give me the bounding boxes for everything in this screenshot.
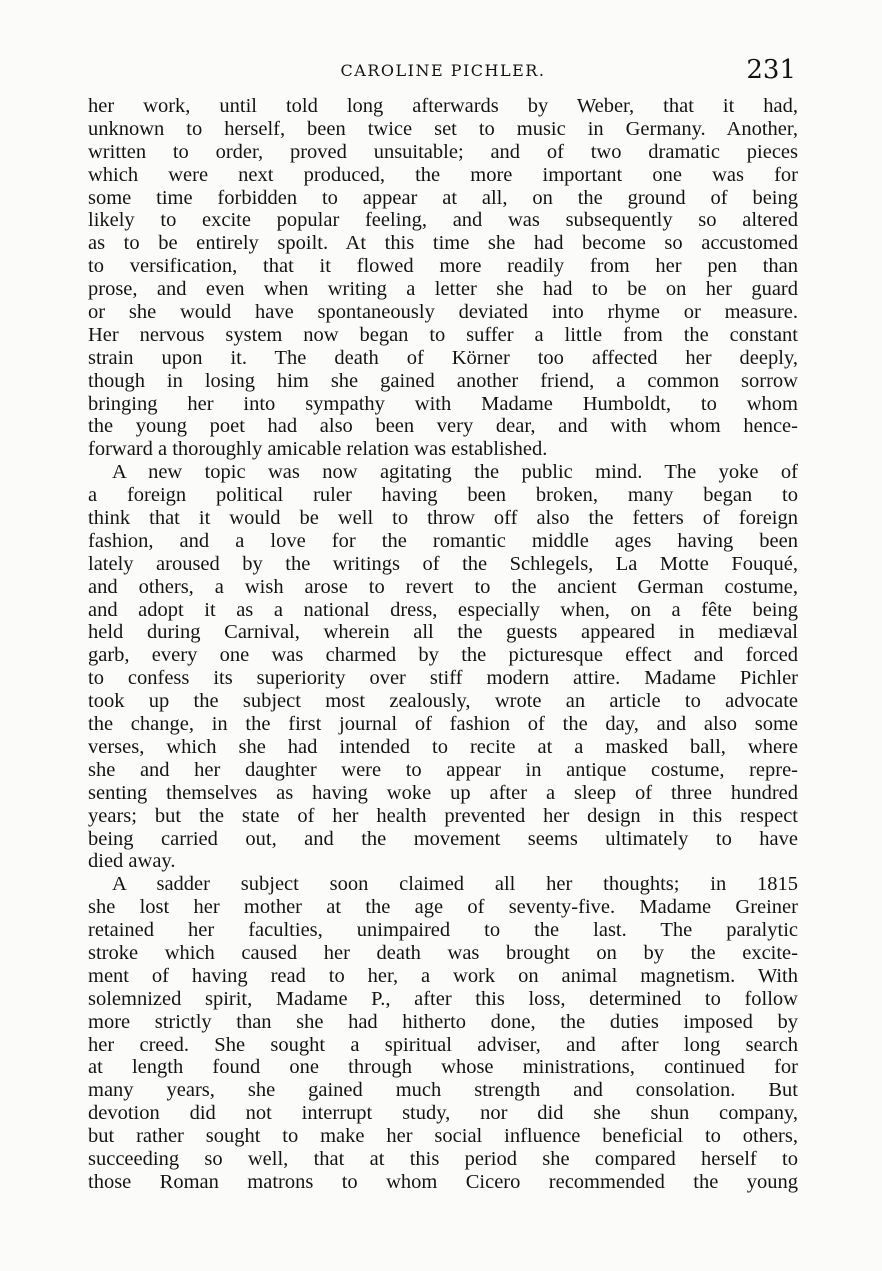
paragraph-start-line: A sadder subject soon claimed all her thoughts; in 1815	[112, 873, 798, 896]
text-line: died away.	[88, 850, 176, 873]
text-line: bringing her into sympathy with Madame Humboldt, to whom	[88, 392, 798, 415]
text-line: a foreign political ruler having been broken, many began to	[88, 484, 798, 507]
text-line: unknown to herself, been twice set to music in Germany. Another,	[88, 117, 798, 140]
text-line: being carried out, and the movement seems ultimately to have	[88, 827, 798, 850]
running-title: CAROLINE PICHLER.	[340, 61, 546, 80]
text-line: at length found one through whose ministrations, continued for	[88, 1056, 798, 1079]
page-number: 231	[746, 55, 796, 85]
text-line: she lost her mother at the age of seventy-five. Madame Greiner	[88, 896, 798, 919]
text-line: the young poet had also been very dear, and with whom hence-	[88, 415, 798, 438]
text-line: stroke which caused her death was brought on by the excite-	[88, 941, 798, 964]
text-line: but rather sought to make her social influence beneficial to others,	[88, 1125, 798, 1148]
text-line: senting themselves as having woke up after a sleep of three hundred	[88, 781, 798, 804]
text-line: devotion did not interrupt study, nor did she shun company,	[88, 1102, 798, 1125]
text-line: verses, which she had intended to recite at a masked ball, where	[88, 735, 798, 758]
text-line: more strictly than she had hitherto done, the duties imposed by	[88, 1010, 798, 1033]
text-line: garb, every one was charmed by the picturesque effect and forced	[88, 644, 798, 667]
text-line: think that it would be well to throw off also the fetters of foreign	[88, 507, 798, 530]
text-line: her creed. She sought a spiritual adviser, and after long search	[88, 1033, 798, 1056]
text-line: to versification, that it flowed more readily from her pen than	[88, 255, 798, 278]
text-line: years; but the state of her health prevented her design in this respect	[88, 804, 798, 827]
body-text	[88, 95, 798, 1194]
text-line: though in losing him she gained another friend, a common sorrow	[88, 369, 798, 392]
text-line: Her nervous system now began to suffer a little from the constant	[88, 323, 798, 346]
text-line: succeeding so well, that at this period she compared herself to	[88, 1147, 798, 1170]
text-line: likely to excite popular feeling, and was subsequently so altered	[88, 209, 798, 232]
text-line: solemnized spirit, Madame P., after this loss, determined to follow	[88, 987, 798, 1010]
text-line: retained her faculties, unimpaired to the last. The paralytic	[88, 919, 798, 942]
text-line: forward a thoroughly amicable relation was established.	[88, 438, 548, 461]
text-line: and others, a wish arose to revert to the ancient German costume,	[88, 575, 798, 598]
text-line: lately aroused by the writings of the Schlegels, La Motte Fouqué,	[88, 552, 798, 575]
text-line: to confess its superiority over stiff modern attire. Madame Pichler	[88, 667, 798, 690]
paragraph-start-line: A new topic was now agitating the public mind. The yoke of	[112, 461, 798, 484]
text-line: she and her daughter were to appear in antique costume, repre-	[88, 758, 798, 781]
text-line: took up the subject most zealously, wrote an article to advocate	[88, 690, 798, 713]
text-line: the change, in the first journal of fashion of the day, and also some	[88, 713, 798, 736]
text-line: fashion, and a love for the romantic middle ages having been	[88, 529, 798, 552]
text-line: some time forbidden to appear at all, on the ground of being	[88, 186, 798, 209]
text-line: held during Carnival, wherein all the guests appeared in mediæval	[88, 621, 798, 644]
text-line: those Roman matrons to whom Cicero recommended the young	[88, 1170, 798, 1193]
text-line: strain upon it. The death of Körner too affected her deeply,	[88, 346, 798, 369]
text-line: and adopt it as a national dress, especially when, on a fête being	[88, 598, 798, 621]
text-line: which were next produced, the more important one was for	[88, 163, 798, 186]
running-head	[88, 57, 798, 87]
text-line: ment of having read to her, a work on animal magnetism. With	[88, 964, 798, 987]
text-line: written to order, proved unsuitable; and of two dramatic pieces	[88, 140, 798, 163]
text-line: as to be entirely spoilt. At this time she had become so accustomed	[88, 232, 798, 255]
text-line: prose, and even when writing a letter she had to be on her guard	[88, 278, 798, 301]
text-line: or she would have spontaneously deviated into rhyme or measure.	[88, 301, 798, 324]
text-line: many years, she gained much strength and consolation. But	[88, 1079, 798, 1102]
text-line: her work, until told long afterwards by Weber, that it had,	[88, 95, 798, 117]
